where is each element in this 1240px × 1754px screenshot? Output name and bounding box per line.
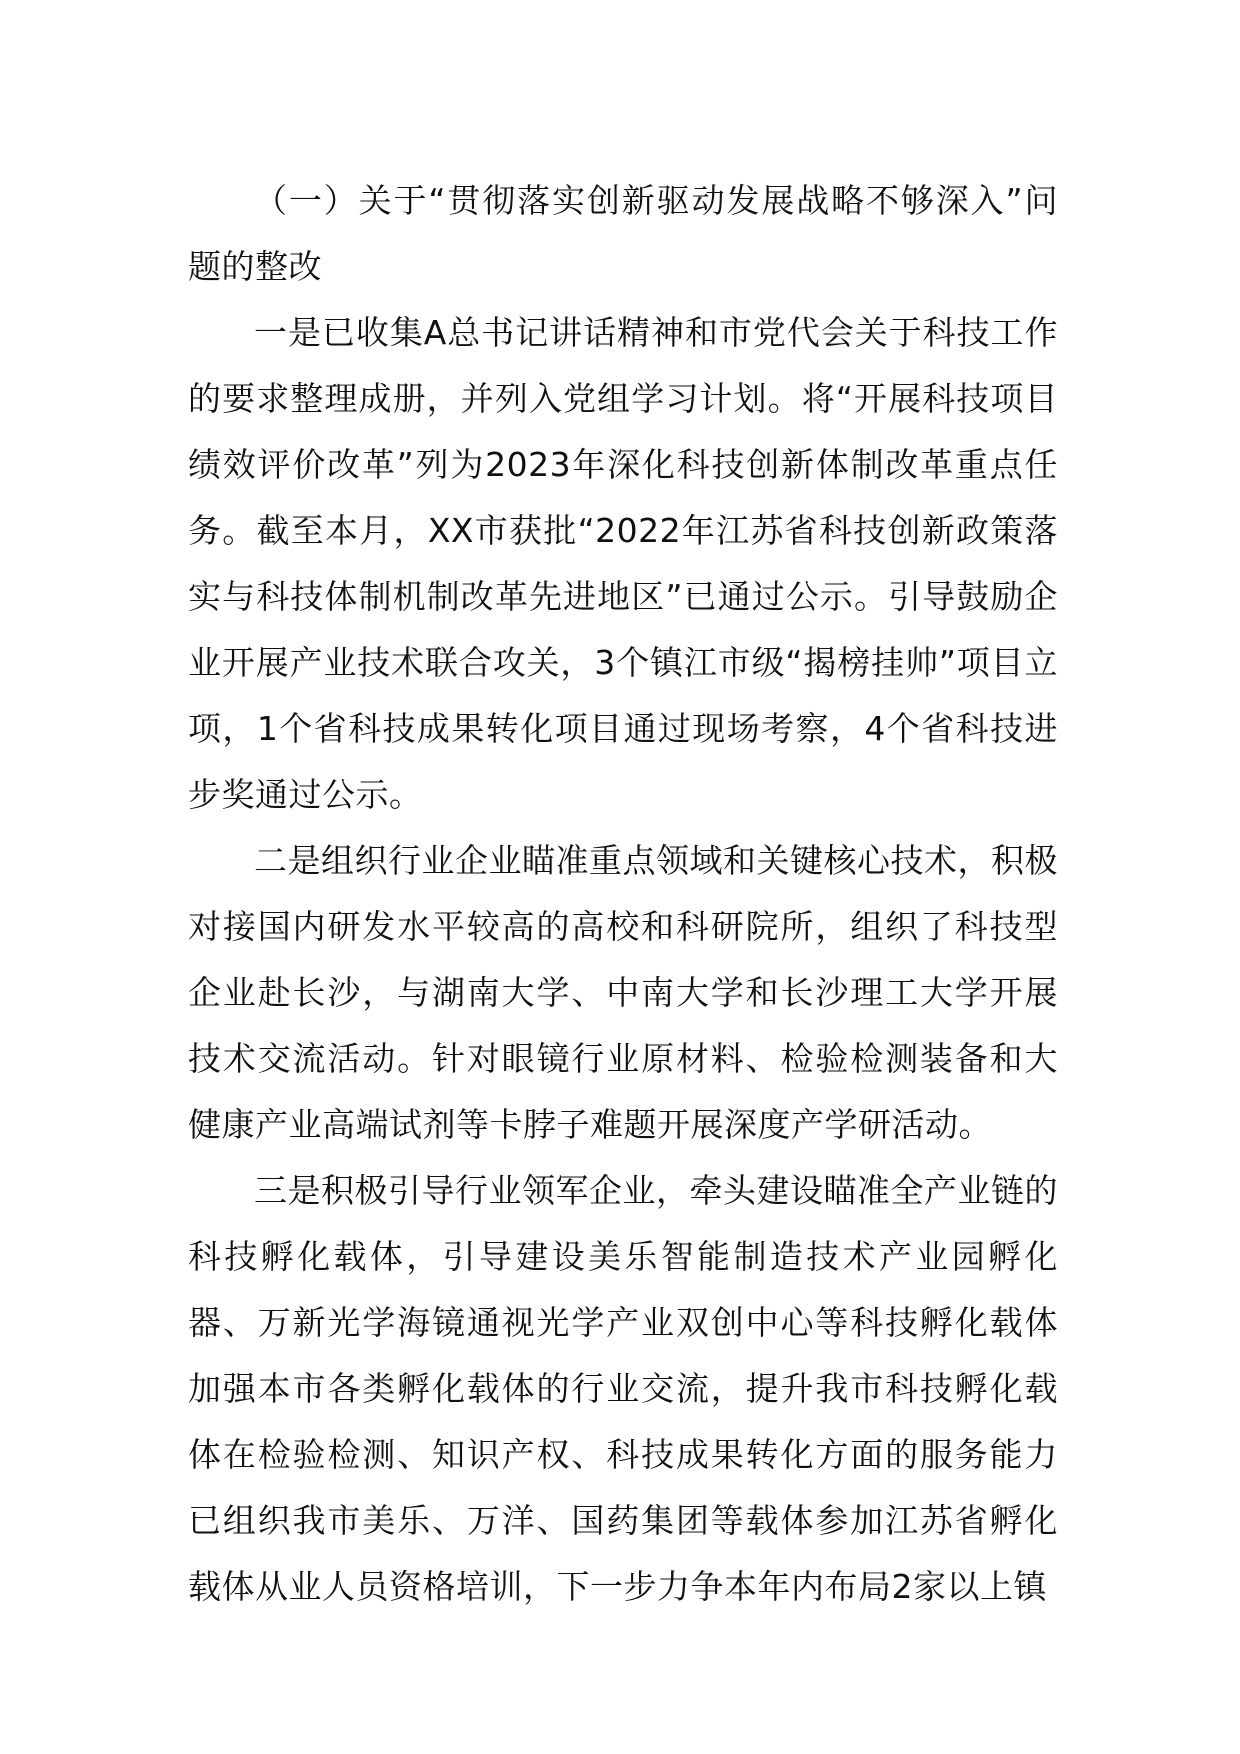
paragraph-1: 一是已收集A总书记讲话精神和市党代会关于科技工作的要求整理成册，并列入党组学习计划。将“开展科技项目绩效评价改革”列为2023年深化科技创新体制改革重点任务。截至本月，XX市获批“2022年江苏省科技创新政策落实与科技体制机制改革先进地区”已通过公示。引导鼓励企业开展产业技术联合攻关，3个镇江市级“揭榜挂帅”项目立项，1个省科技成果转化项目通过现场考察，4个省科技进步奖通过公示。 [188, 313, 1058, 814]
document-body [188, 168, 1058, 1620]
paragraph-3: 三是积极引导行业领军企业，牵头建设瞄准全产业链的科技孵化载体，引导建设美乐智能制造技术产业园孵化器、万新光学海镜通视光学产业双创中心等科技孵化载体加强本市各类孵化载体的行业交流，提升我市科技孵化载体在检验检测、知识产权、科技成果转化方面的服务能力已组织我市美乐、万洋、国药集团等载体参加江苏省孵化载体从业人员资格培训，下一步力争本年内布局2家以上镇 [188, 1171, 1058, 1606]
section-heading: （一）关于“贯彻落实创新驱动发展战略不够深入”问题的整改 [188, 181, 1058, 286]
paragraph-2: 二是组织行业企业瞄准重点领域和关键核心技术，积极对接国内研发水平较高的高校和科研院所，组织了科技型企业赴长沙，与湖南大学、中南大学和长沙理工大学开展技术交流活动。针对眼镜行业原材料、检验检测装备和大健康产业高端试剂等卡脖子难题开展深度产学研活动。 [188, 841, 1058, 1144]
